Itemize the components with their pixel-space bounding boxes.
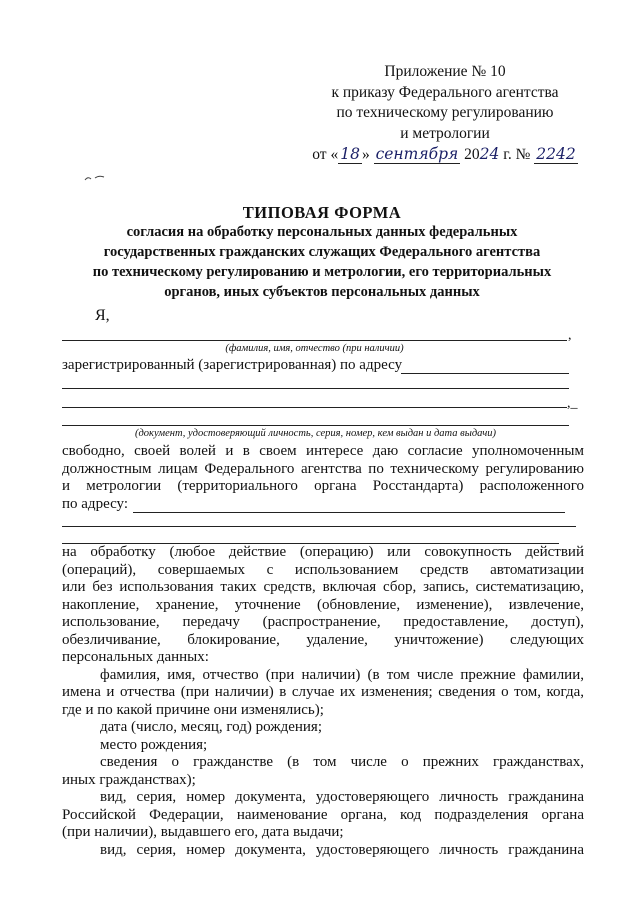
- list-item: (при наличии), выдавшего его, дата выдачи;: [62, 824, 344, 840]
- address-field-line-1[interactable]: [401, 373, 569, 374]
- handwritten-year: 24: [479, 145, 500, 163]
- fio-caption: (фамилия, имя, отчество (при наличии): [225, 343, 404, 354]
- processing-line: на обработку (любое действие (операцию) или совокупность действий: [62, 544, 584, 560]
- consent-paragraph: [62, 443, 584, 496]
- list-item: дата (число, месяц, год) рождения;: [100, 719, 322, 735]
- form-title: ТИПОВАЯ ФОРМА: [242, 203, 402, 222]
- subtitle-line: государственных гражданских служащих Федерального агентства: [103, 244, 541, 260]
- appendix-order-ref: к приказу Федерального агентства: [331, 83, 559, 101]
- date-prefix: от «: [312, 146, 339, 163]
- consent-line: должностным лицам Федерального агентства по техническому регулированию: [62, 460, 584, 477]
- appendix-agency-line: по техническому регулированию: [336, 104, 554, 121]
- list-item: Российской Федерации, наименование органа, код подразделения органа: [62, 806, 584, 823]
- date-year-unit: г. №: [499, 146, 535, 163]
- handwritten-order-number: 2242: [536, 145, 576, 163]
- handwritten-day: 18: [340, 145, 360, 163]
- processing-paragraph: [62, 544, 584, 859]
- fio-comma: ,: [568, 328, 572, 343]
- ya-label: Я,: [95, 307, 110, 324]
- consent-line: и метрологии (территориального органа Росстандарта) расположенного: [62, 478, 584, 494]
- order-date-line: [300, 144, 590, 166]
- list-item: место рождения;: [100, 736, 208, 753]
- list-item: фамилия, имя, отчество (при наличии) (в том числе прежние фамилии,: [100, 666, 584, 683]
- subtitle-line: по техническому регулированию и метрологии, его территориальных: [92, 264, 552, 280]
- list-item: имена и отчества (при наличии) в случае их изменения; сведения о том, когда,: [62, 684, 584, 700]
- pen-mark: [84, 173, 106, 185]
- processing-line: (операций), совершаемых с использованием средств автоматизации: [62, 561, 584, 578]
- list-item: вид, серия, номер документа, удостоверяющего личность гражданина: [100, 789, 584, 805]
- date-mid: »: [361, 146, 374, 163]
- list-item: иных гражданствах);: [62, 771, 196, 788]
- processing-line: обезличивание, блокирование, удаление, уничтожение) следующих: [62, 631, 584, 648]
- appendix-block: [300, 62, 590, 166]
- processing-line: или без использования таких средств, включая сбор, запись, систематизацию,: [62, 579, 584, 595]
- processing-line: накопление, хранение, уточнение (обновление, изменение), извлечение,: [62, 596, 584, 613]
- processing-line: персональных данных:: [62, 649, 209, 665]
- date-year-prefix: 20: [460, 146, 480, 163]
- document-caption: (документ, удостоверяющий личность, серия, номер, кем выдан и дата выдачи): [135, 428, 496, 439]
- form-subtitle: [60, 222, 584, 302]
- list-item: где и по какой причине они изменялись);: [62, 701, 324, 718]
- document-field-line[interactable]: [62, 425, 569, 426]
- subtitle-line: согласия на обработку персональных данных федеральных: [126, 224, 518, 240]
- handwritten-month: сентября: [375, 145, 459, 163]
- agency-address-line-2[interactable]: [62, 526, 576, 527]
- list-item: сведения о гражданстве (в том числе о прежних гражданствах,: [100, 754, 584, 770]
- address-label: по адресу:: [62, 496, 129, 512]
- list-item: вид, серия, номер документа, удостоверяющего личность гражданина: [100, 841, 584, 858]
- agency-address-line-1[interactable]: [133, 512, 565, 513]
- appendix-agency-line-2: и метрологии: [400, 124, 490, 142]
- address-end-mark: ,_: [567, 396, 578, 411]
- subtitle-line: органов, иных субъектов персональных данных: [164, 284, 480, 300]
- address-field-line-2[interactable]: [62, 388, 569, 389]
- appendix-number: Приложение № 10: [384, 63, 506, 80]
- address-field-line-3[interactable]: [62, 407, 567, 408]
- registered-label: зарегистрированный (зарегистрированная) по адресу: [62, 357, 403, 373]
- processing-line: использование, передачу (распространение, предоставление, доступ),: [62, 614, 584, 630]
- consent-line: свободно, своей волей и в своем интересе даю согласие уполномоченным: [62, 443, 584, 459]
- fio-field-line[interactable]: [62, 340, 567, 341]
